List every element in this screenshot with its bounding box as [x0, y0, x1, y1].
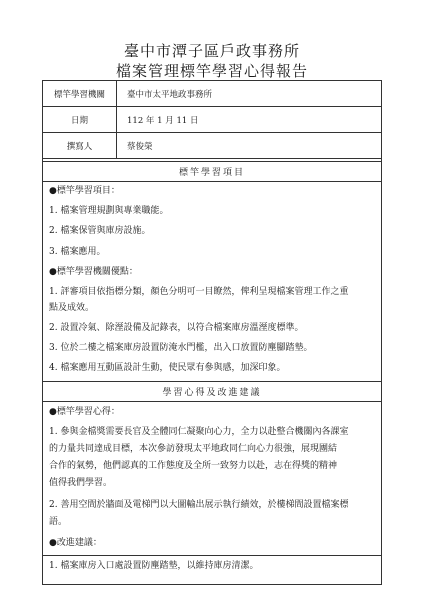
- items-heading: ●標竿學習項目：: [49, 186, 120, 196]
- advantages-heading: ●標竿學習機關優點：: [49, 267, 138, 277]
- report-table: [42, 80, 382, 585]
- list-item: 的力量共同達成目標，本次參訪發現太平地政同仁向心力很強，展現團結: [49, 444, 338, 454]
- list-item: 2. 設置冷氣、除溼設備及記錄表，以符合檔案庫房溫溼度標準。: [49, 323, 304, 333]
- list-item: 3. 檔案應用。: [49, 247, 106, 257]
- report-title: 檔案管理標竿學習心得報告: [115, 62, 308, 80]
- date-label: 日期: [43, 107, 117, 132]
- date-row: [43, 107, 381, 133]
- suggestions-heading: ●改進建議：: [49, 538, 102, 548]
- list-item: 1. 參與金檔獎需要長官及全體同仁凝聚向心力，全力以赴整合機關內各課室: [49, 427, 349, 437]
- list-item: 值得我們學習。: [49, 478, 113, 488]
- list-item: 2. 檔案保管與庫房設施。: [49, 226, 151, 236]
- list-item: 2. 善用空間於牆面及電梯門以大圖輸出展示執行績效，於樓梯間設置檔案標: [49, 500, 349, 510]
- reflection-heading: ●標竿學習心得：: [49, 407, 120, 417]
- list-item: 1. 評審項目依指標分類，顏色分明可一目瞭然，俾利呈現檔案管理工作之重: [49, 287, 349, 297]
- author-value: 蔡俊榮: [127, 141, 153, 152]
- office-title: 臺中市潭子區戶政事務所: [123, 42, 300, 60]
- reflection-section-header: 學習心得及改進建議: [43, 382, 381, 402]
- org-row: [43, 81, 381, 107]
- org-value: 臺中市太平地政事務所: [127, 89, 213, 100]
- author-label: 撰寫人: [43, 133, 117, 158]
- list-item: 1. 檔案管理規劃與專業職能。: [49, 206, 169, 216]
- date-value: 112 年 1 月 11 日: [127, 115, 199, 126]
- author-row: [43, 133, 381, 159]
- list-item: 1. 檔案庫房入口處設置防塵踏墊，以維持庫房清潔。: [49, 561, 259, 571]
- list-item: 4. 檔案應用互動區設計生動，使民眾有參與感，加深印象。: [49, 363, 286, 373]
- list-item: 合作的氣勢，他們認真的工作態度及全所一致努力以赴，志在得獎的精神: [49, 461, 338, 471]
- list-item: 語。: [49, 517, 68, 527]
- list-item: 3. 位於二樓之檔案庫房設置防淹水門檻，出入口放置防塵腳踏墊。: [49, 343, 313, 353]
- section-divider: [43, 555, 381, 556]
- items-section-header: 標竿學習項目: [43, 162, 381, 182]
- org-label: 標竿學習機關: [43, 81, 117, 106]
- list-item: 點及成效。: [49, 303, 95, 313]
